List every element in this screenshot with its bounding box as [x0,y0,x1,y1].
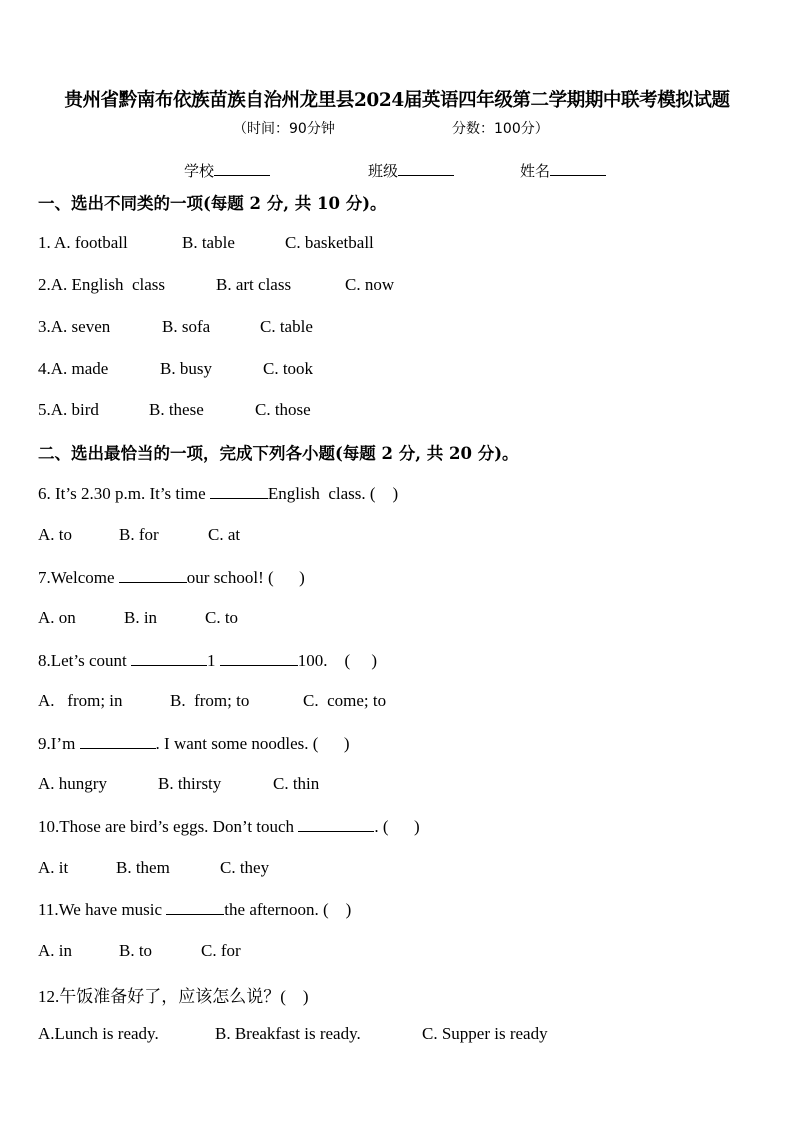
name-blank [550,161,606,176]
q5-option-a: 5.A. bird [38,400,99,419]
q8-option-b: B. from; to [170,691,250,710]
q2-option-c: C. now [345,275,395,294]
q12-option-c: C. Supper is ready [422,1024,548,1043]
q1-option-a: 1. A. football [38,233,128,252]
q11-option-c: C. for [201,941,241,960]
q10-option-a: A. it [38,858,69,877]
q11-option-b: B. to [119,941,153,960]
q5-option-c: C. those [255,400,311,419]
q9-option-a: A. hungry [38,774,107,793]
q11-text-before: 11.We have music [38,900,167,919]
q12-option-b: B. Breakfast is ready. [215,1024,361,1043]
class-label: 班级 [368,162,399,180]
q8-blank-1 [131,650,207,666]
q6-question [38,483,398,504]
q8-text-middle: 1 [207,651,220,670]
q6-text-before: 6. It’s 2.30 p.m. It’s time [38,484,210,503]
q9-text-before: 9.I’m [38,734,80,753]
q5-option-b: B. these [149,400,204,419]
q8-text-after: 100. ( ) [297,651,378,670]
school-label: 学校 [184,162,215,180]
q12-option-a: A.Lunch is ready. [38,1024,159,1043]
section2-heading: 二、选出最恰当的一项，完成下列各小题(每题 2 分, 共 20 分)。 [38,444,519,463]
q3-option-a: 3.A. seven [38,317,111,336]
class-blank [398,161,454,176]
exam-time: （时间：90分钟 [233,121,335,137]
q1-option-b: B. table [182,233,235,252]
q10-option-c: C. they [220,858,270,877]
name-field [520,160,606,181]
q10-blank [298,816,374,832]
q1-option-c: C. basketball [285,233,374,252]
q11-option-a: A. in [38,941,72,960]
q11-blank [166,899,224,915]
section1-heading: 一、选出不同类的一项(每题 2 分, 共 10 分)。 [38,194,387,213]
q7-text-before: 7.Welcome [38,568,119,587]
q8-question [38,650,377,671]
q9-blank [80,733,156,749]
page-title: 贵州省黔南布依族苗族自治州龙里县2024届英语四年级第二学期期中联考模拟试题 [64,90,730,111]
q8-option-c: C. come; to [303,691,387,710]
q7-blank [119,567,187,583]
q9-option-b: B. thirsty [158,774,222,793]
q7-option-c: C. to [205,608,239,627]
q8-blank-2 [220,650,298,666]
q6-option-b: B. for [119,525,159,544]
q9-text-after: . I want some noodles. ( ) [155,734,350,753]
q11-text-after: the afternoon. ( ) [224,900,352,919]
school-field [184,160,270,181]
q10-text-before: 10.Those are bird’s eggs. Don’t touch [38,817,299,836]
q9-option-c: C. thin [273,774,320,793]
q8-option-a: A. from; in [38,691,123,710]
q7-text-after: our school! ( ) [186,568,305,587]
q2-option-a: 2.A. English class [38,275,166,294]
q10-text-after: . ( ) [374,817,420,836]
q12-question: 12.午饭准备好了，应该怎么说？( ) [38,987,309,1006]
q6-option-c: C. at [208,525,241,544]
q4-option-b: B. busy [160,359,212,378]
q6-option-a: A. to [38,525,72,544]
q7-option-b: B. in [124,608,158,627]
name-label: 姓名 [520,162,551,180]
q7-option-a: A. on [38,608,76,627]
q4-option-a: 4.A. made [38,359,109,378]
q10-option-b: B. them [116,858,170,877]
q2-option-b: B. art class [216,275,292,294]
q6-blank [210,483,268,499]
q3-option-c: C. table [260,317,313,336]
q3-option-b: B. sofa [162,317,211,336]
school-blank [214,161,270,176]
q10-question [38,816,420,837]
q11-question [38,899,351,920]
q8-text-before: 8.Let’s count [38,651,132,670]
q7-question [38,567,305,588]
exam-score: 分数：100分） [452,121,549,137]
q9-question [38,733,350,754]
class-field [368,160,454,181]
q6-text-after: English class. ( ) [267,484,399,503]
q4-option-c: C. took [263,359,314,378]
